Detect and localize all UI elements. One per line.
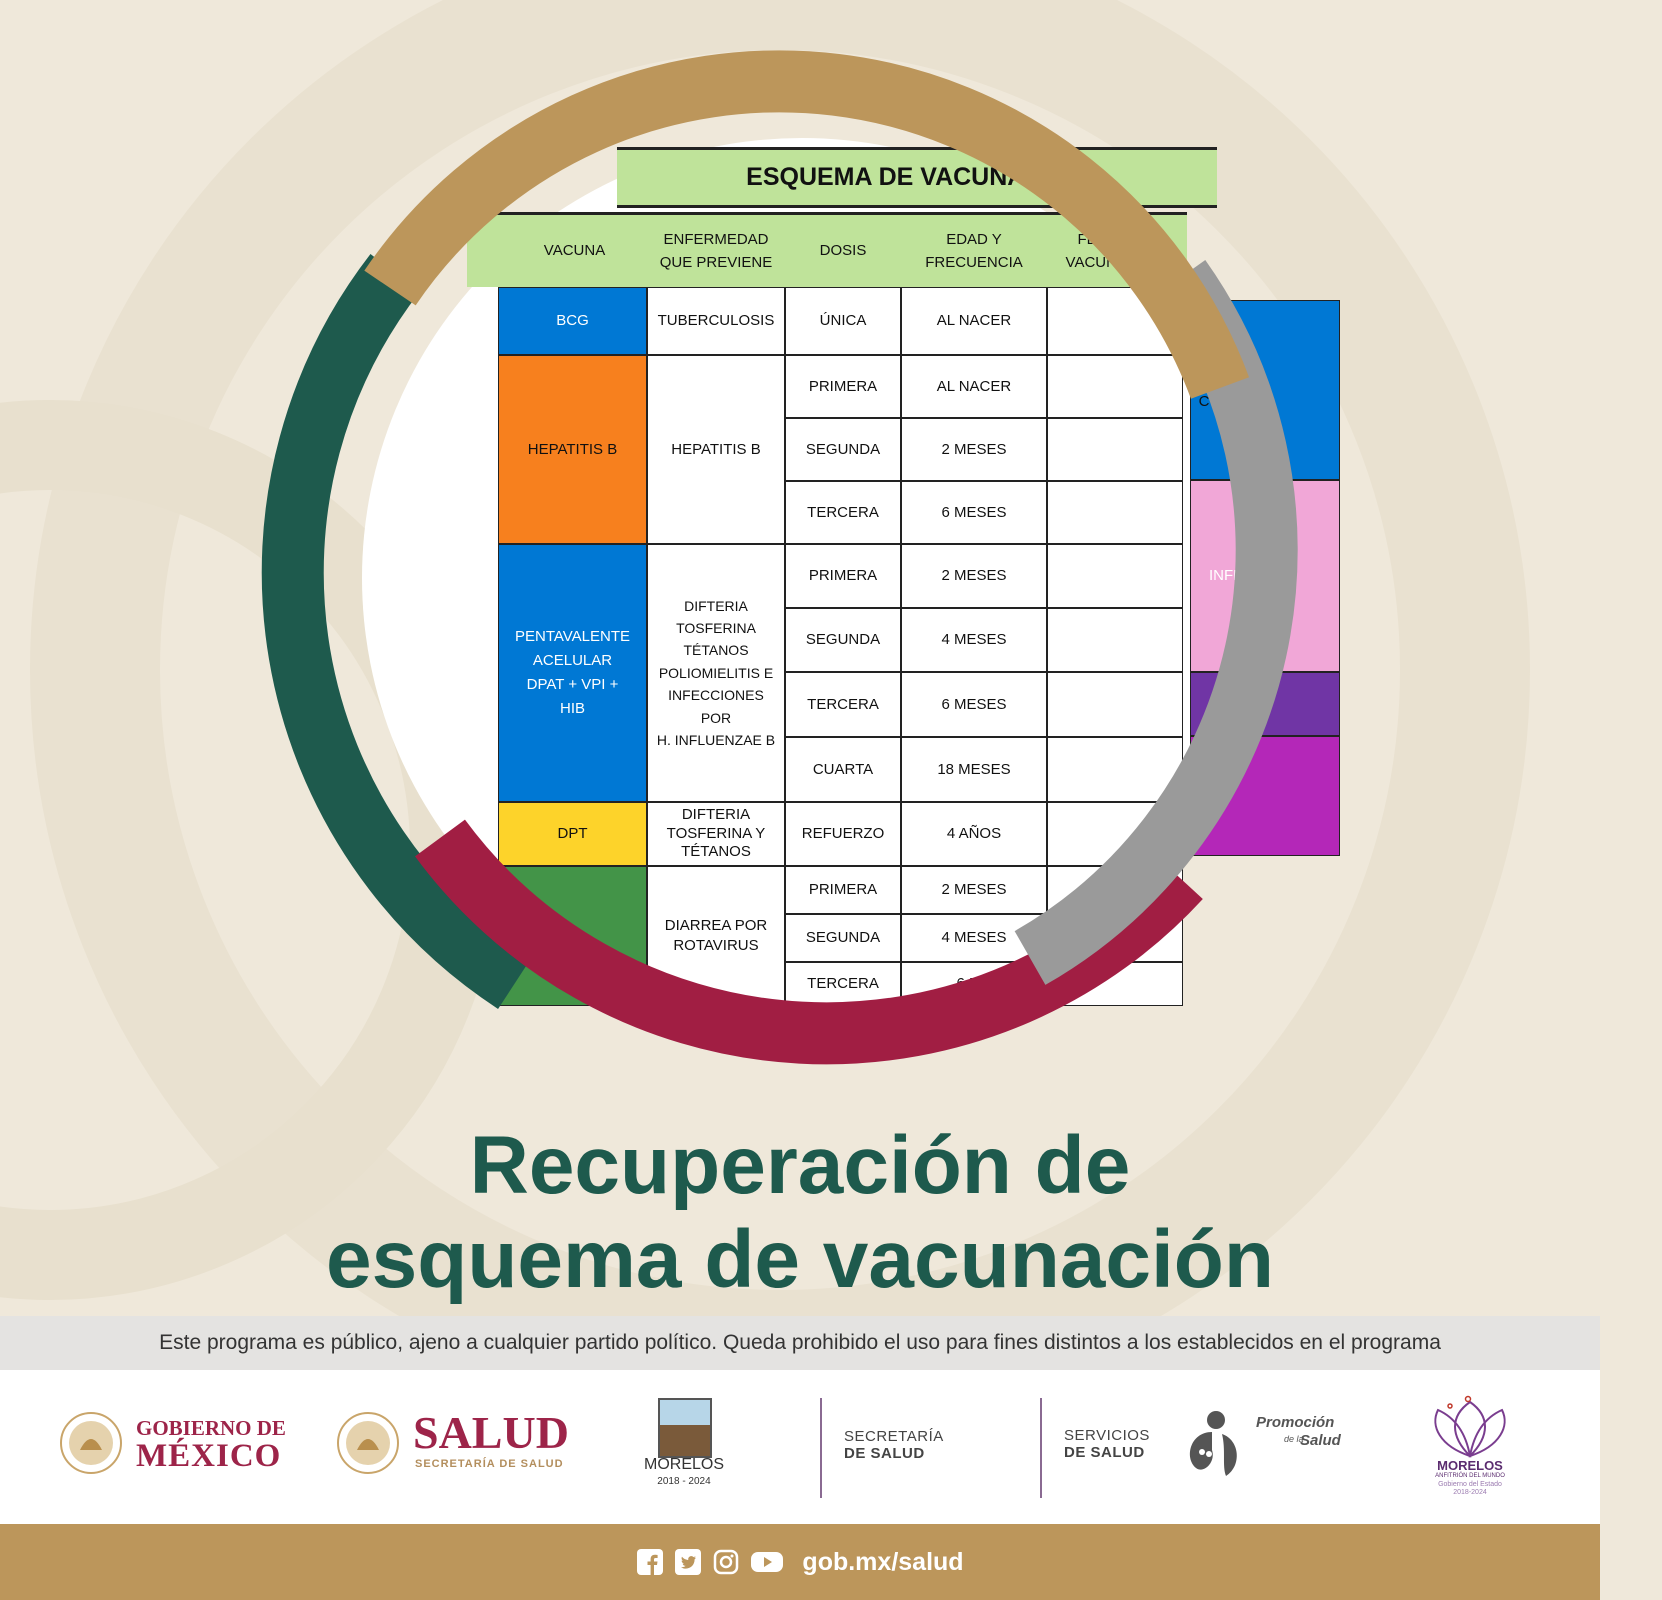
instagram-icon[interactable] [712,1548,740,1576]
disease-cell: TUBERCULOSIS [647,287,785,355]
headline-line-1: Recuperación de [469,1120,1131,1211]
salud-sub: SECRETARÍA DE SALUD [415,1458,564,1470]
age-cell: 2 MESES [901,544,1047,608]
dose-cell: PRIMERA [785,866,901,914]
mexico-seal-icon [335,1410,401,1476]
dose-cell: PRIMERA [785,544,901,608]
servicios-line1: SERVICIOS [1064,1427,1150,1444]
decorative-rings [300,78,1302,1080]
disease-cell: HEPATITIS B [647,355,785,544]
dose-cell: REFUERZO [785,802,901,866]
disease-cell: DIARREA POR ROTAVIRUS [647,866,785,1006]
dose-cell: CUARTA [785,737,901,802]
servicios-salud-logo [1064,1427,1150,1461]
morelos-seal-years: 2018 - 2024 [657,1476,711,1487]
dose-cell: PRIMERA [785,355,901,418]
header-vacuna: VACUNA [502,215,647,287]
vaccine-bcg: BCG [498,287,647,355]
disease-cell: DIFTERIA TOSFERINA TÉTANOS POLIOMIELITIS E INFECCIONES POR H. INFLUENZAE B [647,544,785,802]
age-cell: 4 MESES [901,914,1047,962]
dose-cell: SEGUNDA [785,914,901,962]
vaccine-dpt: DPT [498,802,647,866]
website-link[interactable]: gob.mx/salud [802,1547,964,1576]
secretaria-salud-logo [844,1428,944,1462]
age-cell: 4 MESES [901,608,1047,672]
age-cell: AL NACER [901,287,1047,355]
dose-cell: TERCERA [785,962,901,1006]
dose-cell: TERCERA [785,672,901,737]
morelos-seal-name: MORELOS [643,1456,724,1473]
twitter-icon[interactable] [674,1548,702,1576]
morelos-shield-icon [658,1398,712,1458]
logos-bar [0,1370,1600,1524]
divider [1040,1398,1042,1498]
vaccine-hepatitis-b: HEPATITIS B [498,355,647,544]
facebook-icon[interactable] [636,1548,664,1576]
age-cell: 18 MESES [901,737,1047,802]
vaccine-srp: SR [1190,672,1340,736]
vaccination-scheme-circle [300,78,1302,1080]
vaccine-influenza: INFLUENZ [1190,480,1340,672]
age-cell: 4 AÑOS [901,802,1047,866]
header-edad: EDAD Y FRECUENCIA [901,215,1047,287]
social-icons [636,1548,784,1576]
secretaria-line1: SECRETARÍA [844,1428,944,1445]
header-enfermedad: ENFERMEDAD QUE PREVIENE [647,215,785,287]
morelos-anfitrion-logo [1420,1396,1520,1496]
servicios-line2: DE SALUD [1064,1444,1145,1461]
footer-bar [0,1524,1600,1600]
youtube-icon[interactable] [750,1548,784,1576]
vaccine-neumococica: NEUM CONJ [1190,300,1340,480]
age-cell: 6 MESES [901,481,1047,544]
salud-logo [335,1408,595,1480]
vaccine-pentavalente: PENTAVALENTE ACELULAR DPAT + VPI + HIB [498,544,647,802]
promocion-line2b: Salud [1300,1432,1341,1449]
gobierno-mexico-logo [58,1410,288,1480]
age-cell: AL NACER [901,355,1047,418]
headline-line-2: esquema de vacunación [326,1214,1274,1305]
lotus-icon [1420,1396,1520,1458]
dose-cell: TERCERA [785,481,901,544]
table-title: ESQUEMA DE VACUNACIÓN [617,147,1217,208]
morelos-logo-years: 2018-2024 [1453,1489,1487,1496]
dose-cell: SEGUNDA [785,418,901,481]
divider [820,1398,822,1498]
header-fecha: FECHA DE VACUNACIÓN [1047,215,1183,287]
disease-cell: DIFTERIA TOSFERINA Y TÉTANOS [647,802,785,866]
header-dosis: DOSIS [785,215,901,287]
age-cell: 6 MESES [901,672,1047,737]
gobierno-line1: GOBIERNO DE [136,1416,286,1440]
dose-cell: SEGUNDA [785,608,901,672]
salud-name: SALUD [413,1407,569,1458]
mexico-seal-icon [58,1410,124,1476]
promocion-line1: Promoción [1256,1414,1335,1431]
morelos-logo-name: MORELOS [1437,1458,1503,1473]
age-cell: 2 MESES [901,418,1047,481]
gobierno-line2: MÉXICO [136,1438,282,1474]
dose-cell: ÚNICA [785,287,901,355]
morelos-seal-logo [636,1398,732,1498]
promocion-salud-logo [1182,1410,1352,1480]
age-cell: 2 MESES [901,866,1047,914]
promocion-salud-icon [1182,1410,1246,1478]
morelos-logo-sub: ANFITRIÓN DEL MUNDO [1435,1473,1505,1479]
morelos-logo-gov: Gobierno del Estado [1438,1481,1502,1488]
secretaria-line2: DE SALUD [844,1445,925,1462]
promocion-line2a: de la [1284,1434,1304,1444]
age-cell: 6 ME [901,962,1047,1006]
disclaimer-text: Este programa es público, ajeno a cualquier partido político. Queda prohibido el uso para fines distintos a los establecidos en el programa [0,1316,1600,1370]
